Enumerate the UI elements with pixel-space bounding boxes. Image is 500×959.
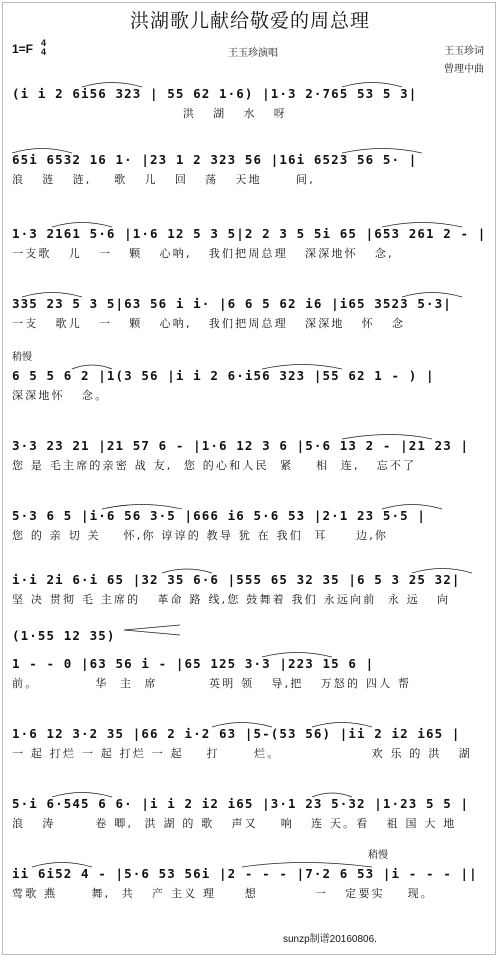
notation-line: 1·3 2161 5·6 |1·6 12 5 3 5|2 2 3 5 5i 65 |653 261 2 - | xyxy=(12,226,487,241)
crescendo-mark xyxy=(122,624,182,636)
song-title: 洪湖歌儿献给敬爱的周总理 xyxy=(129,10,370,32)
notation-line: 5·3 6 5 |i·6 56 3·5 |666 i6 5·6 53 |2·1 23 5·5 | xyxy=(12,508,427,523)
lyric-line: 一支歌 儿 一 颗 心呐, 我们把周总理 深深地怀 念, xyxy=(12,247,394,260)
notation-line: 3·3 23 21 |21 57 6 - |1·6 12 3 6 |5·6 13 2 - |21 23 | xyxy=(12,438,470,453)
lyric-line: 洪 湖 水 呀 xyxy=(12,107,287,120)
lyric-line: 您 的 亲 切 关 怀,你 谆谆的 教导 犹 在 我们 耳 边,你 xyxy=(12,529,389,542)
lyric-line: 前。 华 主 席 英明 领 导,把 万怒的 四人 帮 xyxy=(12,677,412,690)
notation-line: 1 - - 0 |63 56 i - |65 125 3·3 |223 15 6 | xyxy=(12,656,375,671)
lyric-line: 浪 涟 涟, 歌 儿 回 荡 天地 间, xyxy=(12,173,315,186)
notation-line: (1·55 12 35) xyxy=(12,628,116,643)
notation-line: 1·6 12 3·2 35 |66 2 i·2 63 |5-(53 56) |ii 2 i2 i65 | xyxy=(12,726,461,741)
time-signature xyxy=(41,39,46,57)
notation-line: (i i 2 6i56 323 | 55 62 1·6) |1·3 2·765 53 5 3| xyxy=(12,86,418,101)
lyric-line: 坚 决 贯彻 毛 主席的 革命 路 线,您 鼓舞着 我们 永远向前 永 远 向 xyxy=(12,593,451,606)
lyric-line: 一支 歌儿 一 颗 心呐, 我们把周总理 深深地 怀 念 xyxy=(12,317,406,330)
time-sig-bottom: 4 xyxy=(41,47,47,57)
notation-line: ii 6i52 4 - |5·6 53 56i |2 - - - |7·2 6 53 |i - - - || xyxy=(12,866,478,881)
transcriber-credit: sunzp制谱20160806. xyxy=(283,934,377,945)
notation-line: i·i 2i 6·i 65 |32 35 6·6 |555 65 32 35 |6 5 3 25 32| xyxy=(12,572,461,587)
performer: 王玉珍演唱 xyxy=(228,48,278,59)
notation-line: 6 5 5 6 2 |1(3 56 |i i 2 6·i56 323 |55 62 1 - ) | xyxy=(12,368,435,383)
key-signature: 1=F xyxy=(12,42,34,56)
composer: 曾理中曲 xyxy=(444,64,484,75)
notation-line: 335 23 5 3 5|63 56 i i· |6 6 5 62 i6 |i65 3523 5·3| xyxy=(12,296,452,311)
lyric-line: 您 是 毛主席的亲密 战 友, 您 的心和人民 紧 相 连, 忘不了 xyxy=(12,459,417,472)
lyric-line: 莺歌 燕 舞, 共 产 主义 理 想 一 定要实 现。 xyxy=(12,887,434,900)
notation-line: 5·i 6·545 6 6· |i i 2 i2 i65 |3·1 23 5·32 |1·23 5 5 | xyxy=(12,796,470,811)
tempo-mark: 稍慢 xyxy=(368,850,388,861)
lyric-line: 一 起 打烂 一 起 打烂 一 起 打 烂。 欢 乐 的 洪 湖 xyxy=(12,747,472,760)
lyric-line: 深深地怀 念。 xyxy=(12,389,109,402)
notation-line: 65i 6532 16 1· |23 1 2 323 56 |16i 6523 56 5· | xyxy=(12,152,418,167)
time-sig-top: 4 xyxy=(41,38,47,48)
lyricist: 王玉珍词 xyxy=(444,46,484,57)
lyric-line: 浪 涛 卷 唧, 洪 湖 的 歌 声又 响 连 天。看 祖 国 大 地 xyxy=(12,817,457,830)
tempo-mark: 稍慢 xyxy=(12,352,32,363)
